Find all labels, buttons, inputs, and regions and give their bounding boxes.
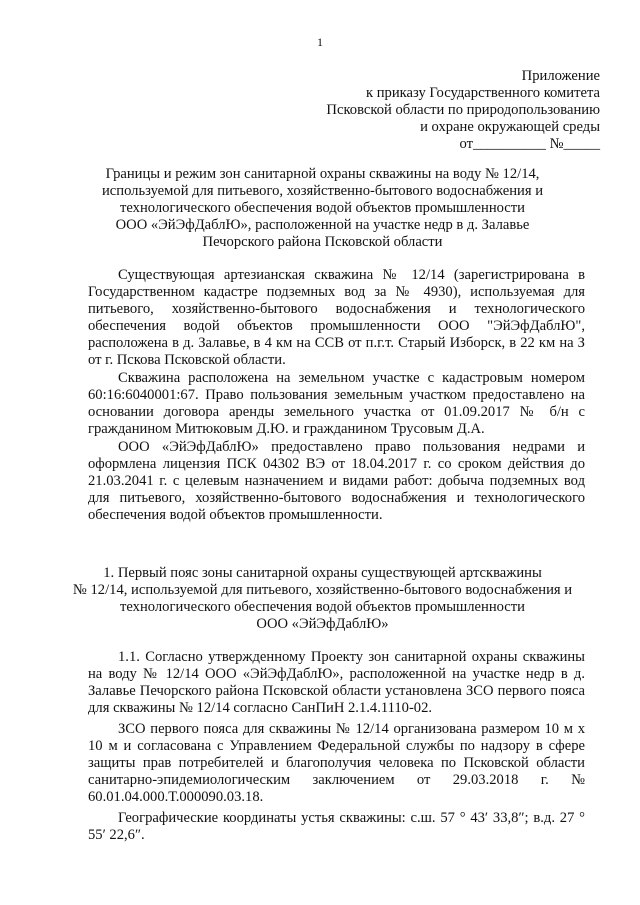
page-number: 1	[317, 35, 323, 49]
title-line: технологического обеспечения водой объектов промышленности	[120, 200, 525, 216]
appendix-line: и охране окружающей среды	[420, 119, 600, 135]
title-line: используемой для питьевого, хозяйственно-бытового водоснабжения и	[101, 183, 544, 199]
appendix-line: Приложение	[521, 68, 600, 84]
title-line: ООО «ЭйЭфДаблЮ», расположенной на участке недр в д. Залавье	[115, 217, 530, 233]
title-line: Границы и режим зон санитарной охраны скважины на воду № 12/14,	[105, 166, 540, 182]
intro-paragraph: Скважина расположена на земельном участке с кадастровым номером 60:16:6040001:67. Право пользования земельным участком предоставлено на основании договора аренды земельного участка от 01.09.2017 № б/н с гражданином Митюковым Д.Ю. и гражданином Трусовым Д.А.	[88, 370, 585, 437]
section-paragraph: Географические координаты устья скважины: с.ш. 57 ° 43′ 33,8″; в.д. 27 ° 55′ 22,6″.	[88, 810, 585, 843]
section-paragraph: 1.1. Согласно утвержденному Проекту зон санитарной охраны скважины на воду № 12/14 ООО «ЭйЭфДаблЮ», расположенной на участке недр в д. Залавье Печорского района Псковской области установлена ЗСО первого пояса для скважины № 12/14 согласно СанПиН 2.1.4.1110-02.	[88, 649, 585, 716]
intro-paragraph: Существующая артезианская скважина № 12/14 (зарегистрирована в Государственном кадастре подземных вод за № 4930), используемая для питьевого, хозяйственно-бытового водоснабжения и технологического обеспечения водой объектов промышленности ООО "ЭйЭфДаблЮ", расположена в д. Залавье, в 4 км на ССВ от п.г.т. Старый Изборск, в 22 км на З от г. Пскова Псковской области.	[88, 267, 585, 368]
section-1-title	[60, 565, 585, 633]
appendix-date-line: от__________ №_____	[459, 136, 600, 152]
document-title	[60, 166, 585, 251]
appendix-block	[240, 68, 600, 153]
appendix-line: к приказу Государственного комитета	[365, 85, 600, 101]
section-title-line: технологического обеспечения водой объектов промышленности	[120, 599, 525, 615]
section-title-line: 1. Первый пояс зоны санитарной охраны существующей артскважины	[103, 565, 542, 581]
title-line: Печорского района Псковской области	[202, 234, 443, 250]
section-title-line: ООО «ЭйЭфДаблЮ»	[256, 616, 389, 632]
section-title-line: № 12/14, используемой для питьевого, хозяйственно-бытового водоснабжения и	[72, 582, 573, 598]
intro-section	[88, 267, 585, 524]
section-1-body	[88, 649, 585, 844]
appendix-line: Псковской области по природопользованию	[326, 102, 600, 118]
section-paragraph: ЗСО первого пояса для скважины № 12/14 организована размером 10 м х 10 м и согласована с Управлением Федеральной службы по надзору в сфере защиты прав потребителей и благополучия человека по Псковской области санитарно-эпидемиологическим заключением от 29.03.2018 г. № 60.01.04.000.Т.000090.03.18.	[88, 721, 585, 805]
intro-paragraph: ООО «ЭйЭфДаблЮ» предоставлено право пользования недрами и оформлена лицензия ПСК 04302 ВЭ от 18.04.2017 г. со сроком действия до 21.03.2041 г. с целевым назначением и видами работ: добыча подземных вод для питьевого, хозяйственно-бытового водоснабжения и технологического обеспечения водой объектов промышленности.	[88, 439, 585, 523]
